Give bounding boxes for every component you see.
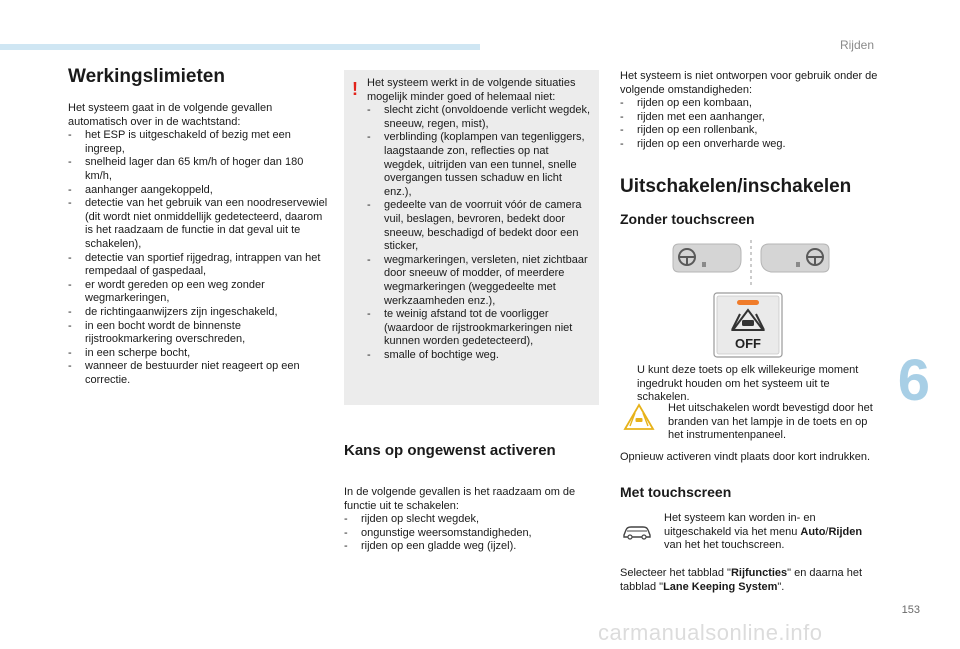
with-touchscreen-heading-wrap: [620, 484, 882, 501]
middle-column: [344, 70, 599, 553]
press-instruction: [620, 364, 882, 405]
tab-lane-keeping-label: Lane Keeping System: [663, 580, 778, 593]
warning-list: [367, 104, 591, 362]
list-item: - in een scherpe bocht,: [68, 347, 328, 361]
chapter-number: 6: [897, 348, 930, 413]
select-text-part: Selecteer het tabblad ": [620, 567, 731, 579]
mirror-warning-icon: [669, 240, 833, 286]
disable-enable-heading-wrap: [620, 176, 882, 212]
top-accent-bar: [0, 44, 480, 50]
list-item: - ongunstige weersomstandigheden,: [344, 527, 604, 541]
list-item: - rijden met een aanhanger,: [620, 111, 882, 125]
car-icon: [622, 524, 652, 540]
list-item: - het ESP is uitgeschakeld of bezig met een ingreep,: [68, 129, 328, 156]
select-text-part: " en daarna het tabblad ": [620, 567, 863, 593]
false-activation-title: Kans op ongewenst activeren: [344, 442, 556, 459]
without-touchscreen-title: Zonder touchscreen: [620, 211, 755, 227]
right-column: [620, 70, 882, 593]
list-item: - wanneer de bestuurder niet reageert op een correctie.: [68, 360, 328, 387]
warning-icon: !: [352, 79, 358, 99]
list-item: - detectie van sportief rijgedrag, intrappen van het rempedaal of gaspedaal,: [68, 252, 328, 279]
list-item: - rijden op een kombaan,: [620, 97, 882, 111]
list-item: - rijden op een rollenbank,: [620, 124, 882, 138]
list-item: - rijden op slecht wegdek,: [344, 513, 604, 527]
list-item: - verblinding (koplampen van tegenliggers, laagstaande zon, reflecties op nat wegdek, uitrijden van een tunnel, snelle overgangen tussen schaduw en licht enz.),: [367, 131, 591, 199]
limits-intro: Het systeem gaat in de volgende gevallen automatisch over in de wachtstand:: [68, 102, 273, 128]
page-number: 153: [901, 604, 920, 616]
list-item: - aanhanger aangekoppeld,: [68, 184, 328, 198]
list-item: - gedeelte van de voorruit vóór de camera vuil, beslagen, bevroren, bedekt door sneeuw, beschadigd of bedekt door een sticker,: [367, 199, 591, 253]
limits-list: [68, 129, 328, 387]
list-item: - snelheid lager dan 65 km/h of hoger dan 180 km/h,: [68, 156, 328, 183]
list-item: - te weinig afstand tot de voorligger (waardoor de rijstrookmarkeringen niet kunnen worden gedetecteerd),: [367, 308, 591, 349]
warning-intro: Het systeem werkt in de volgende situaties mogelijk minder goed of helemaal niet:: [367, 77, 576, 103]
list-item: - de richtingaanwijzers zijn ingeschakeld,: [68, 306, 328, 320]
touchscreen-text: [664, 512, 874, 553]
warning-box: [344, 70, 599, 405]
menu-rijden-label: Rijden: [828, 525, 863, 538]
list-item: - detectie van het gebruik van een noodreservewiel (dit wordt niet onmiddellijk gedetecteerd, daarom is het raadzaam de functie in dat geval uit te schakelen),: [68, 197, 328, 251]
select-text-part: ".: [777, 580, 785, 593]
touchscreen-text-part: van het het touchscreen.: [664, 539, 785, 552]
false-activation-intro: In de volgende gevallen is het raadzaam om de functie uit te schakelen:: [344, 486, 576, 512]
button-off-label: OFF: [735, 336, 761, 351]
false-activation-body: [344, 486, 604, 554]
lane-keeping-off-button: [713, 292, 783, 363]
list-item: - in een bocht wordt de binnenste rijstrookmarkering overschreden,: [68, 320, 328, 347]
confirmation-text: Het uitschakelen wordt bevestigd door het branden van het lampje in de toets en op het instrumentenpaneel.: [668, 402, 873, 442]
not-designed-list: [620, 97, 882, 151]
list-item: - rijden op een gladde weg (ijzel).: [344, 540, 604, 554]
tab-rijfuncties-label: Rijfuncties: [730, 567, 788, 579]
touchscreen-text-part: /: [825, 525, 829, 538]
pointer-arrow-icon: [620, 364, 637, 405]
limits-title: Werkingslimieten: [68, 66, 225, 87]
select-tab-instruction: [620, 567, 882, 594]
disable-enable-title: Uitschakelen/inschakelen: [620, 176, 852, 197]
mirror-lights-illustration: [669, 240, 833, 291]
without-touchscreen-heading-wrap: [620, 211, 882, 228]
not-designed-intro: Het systeem is niet ontworpen voor gebruik onder de volgende omstandigheden:: [620, 70, 878, 96]
list-item: - wegmarkeringen, versleten, niet zichtbaar door sneeuw of modder, of meerdere wegmarkeringen (weggedeelte met werkzaamheden enz.),: [367, 254, 591, 308]
list-item: - slecht zicht (onvoldoende verlicht wegdek, sneeuw, regen, mist),: [367, 104, 591, 131]
reactivate-text: Opnieuw activeren vindt plaats door kort indrukken.: [620, 451, 871, 463]
watermark: carmanualsonline.info: [598, 620, 823, 645]
lane-keeping-button-icon: [713, 292, 783, 358]
list-item: - smalle of bochtige weg.: [367, 349, 591, 363]
false-activation-list: [344, 513, 604, 554]
list-item: - er wordt gereden op een weg zonder wegmarkeringen,: [68, 279, 328, 306]
limits-column: [68, 66, 328, 387]
with-touchscreen-title: Met touchscreen: [620, 484, 732, 500]
section-label: Rijden: [839, 38, 874, 52]
press-instruction-text: U kunt deze toets op elk willekeurige moment ingedrukt houden om het systeem uit te schakelen.: [637, 364, 859, 404]
menu-auto-label: Auto: [800, 525, 826, 538]
list-item: - rijden op een onverharde weg.: [620, 138, 882, 152]
lane-departure-warning-icon: [622, 402, 656, 432]
touchscreen-text-part: Het systeem kan worden in- en uitgeschakeld via het menu: [664, 512, 816, 538]
false-activation-heading-wrap: [344, 442, 604, 460]
